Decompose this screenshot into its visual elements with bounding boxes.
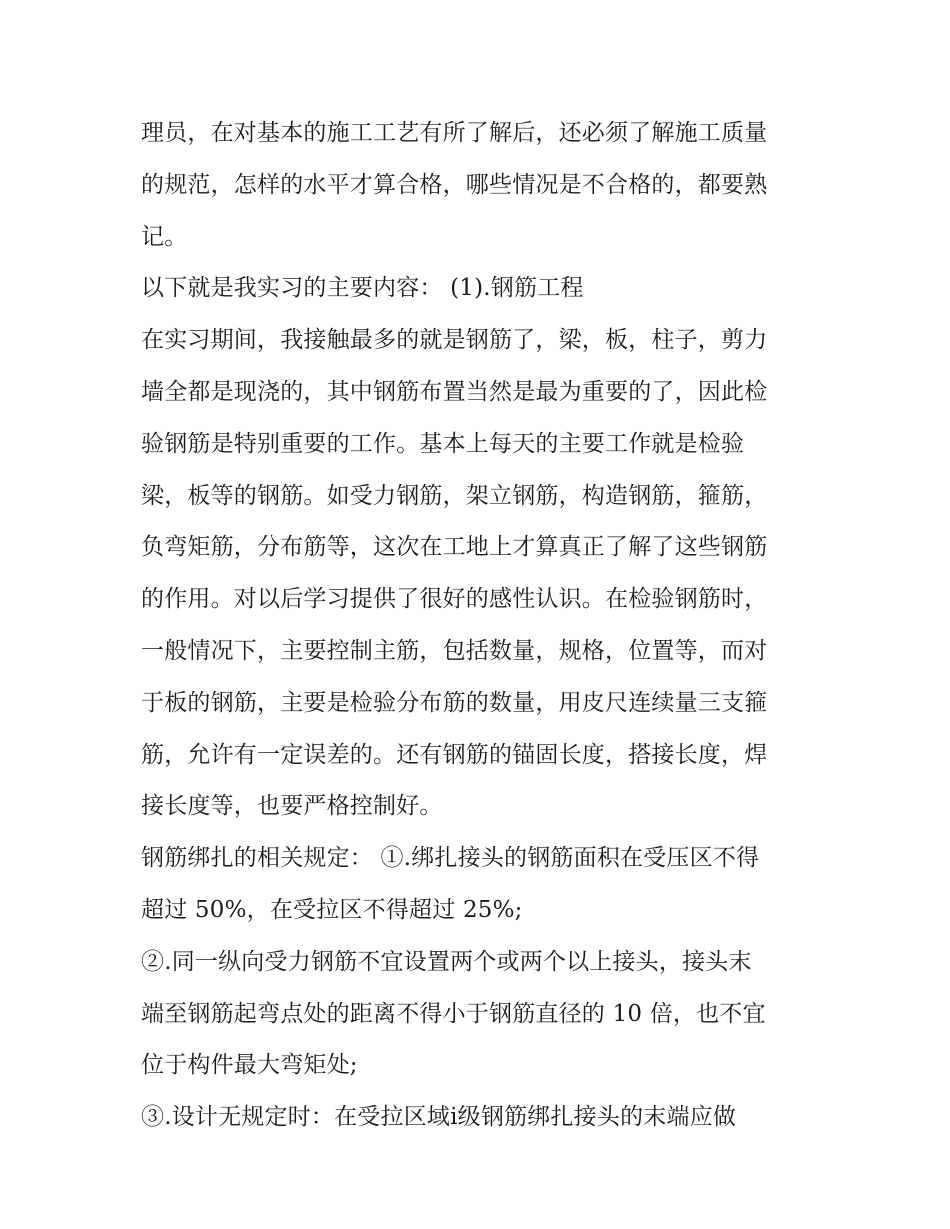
text-line: ②.同一纵向受力钢筋不宜设置两个或两个以上接头，接头末 [141,948,752,975]
text-line: 一般情况下，主要控制主筋，包括数量，规格，位置等，而对 [141,637,768,664]
text-line: 端至钢筋起弯点处的距离不得小于钢筋直径的 10 倍，也不宜 [141,1000,766,1027]
section-heading-line: 以下就是我实习的主要内容： (1).钢筋工程 [141,275,584,302]
document-body [141,108,821,1144]
text-line: 接长度等，也要严格控制好。 [141,793,443,820]
text-line: 验钢筋是特别重要的工作。基本上每天的主要工作就是检验 [141,430,745,457]
text-line: 梁，板等的钢筋。如受力钢筋，架立钢筋，构造钢筋，箍筋， [141,482,768,509]
text-line: 记。 [141,223,188,250]
text-line: 在实习期间，我接触最多的就是钢筋了，梁，板，柱子，剪力 [141,327,768,354]
text-line: 负弯矩筋，分布筋等，这次在工地上才算真正了解了这些钢筋 [141,534,768,561]
text-line: 筋，允许有一定误差的。还有钢筋的锚固长度，搭接长度，焊 [141,741,768,768]
text-line: 位于构件最大弯矩处; [141,1052,358,1079]
text-line: ③.设计无规定时：在受拉区域ⅰ级钢筋绑扎接头的末端应做 [141,1104,737,1131]
text-line: 于板的钢筋，主要是检验分布筋的数量，用皮尺连续量三支箍 [141,689,768,716]
text-line: 的作用。对以后学习提供了很好的感性认识。在检验钢筋时， [141,586,768,613]
text-line: 的规范，怎样的水平才算合格，哪些情况是不合格的，都要熟 [141,171,768,198]
text-line: 墙全都是现浇的，其中钢筋布置当然是最为重要的了，因此检 [141,378,768,405]
text-line: 钢筋绑扎的相关规定： ①.绑扎接头的钢筋面积在受压区不得 [141,845,760,872]
text-line: 理员，在对基本的施工工艺有所了解后，还必须了解施工质量 [141,120,768,146]
text-line: 超过 50%，在受拉区不得超过 25%; [141,896,523,923]
